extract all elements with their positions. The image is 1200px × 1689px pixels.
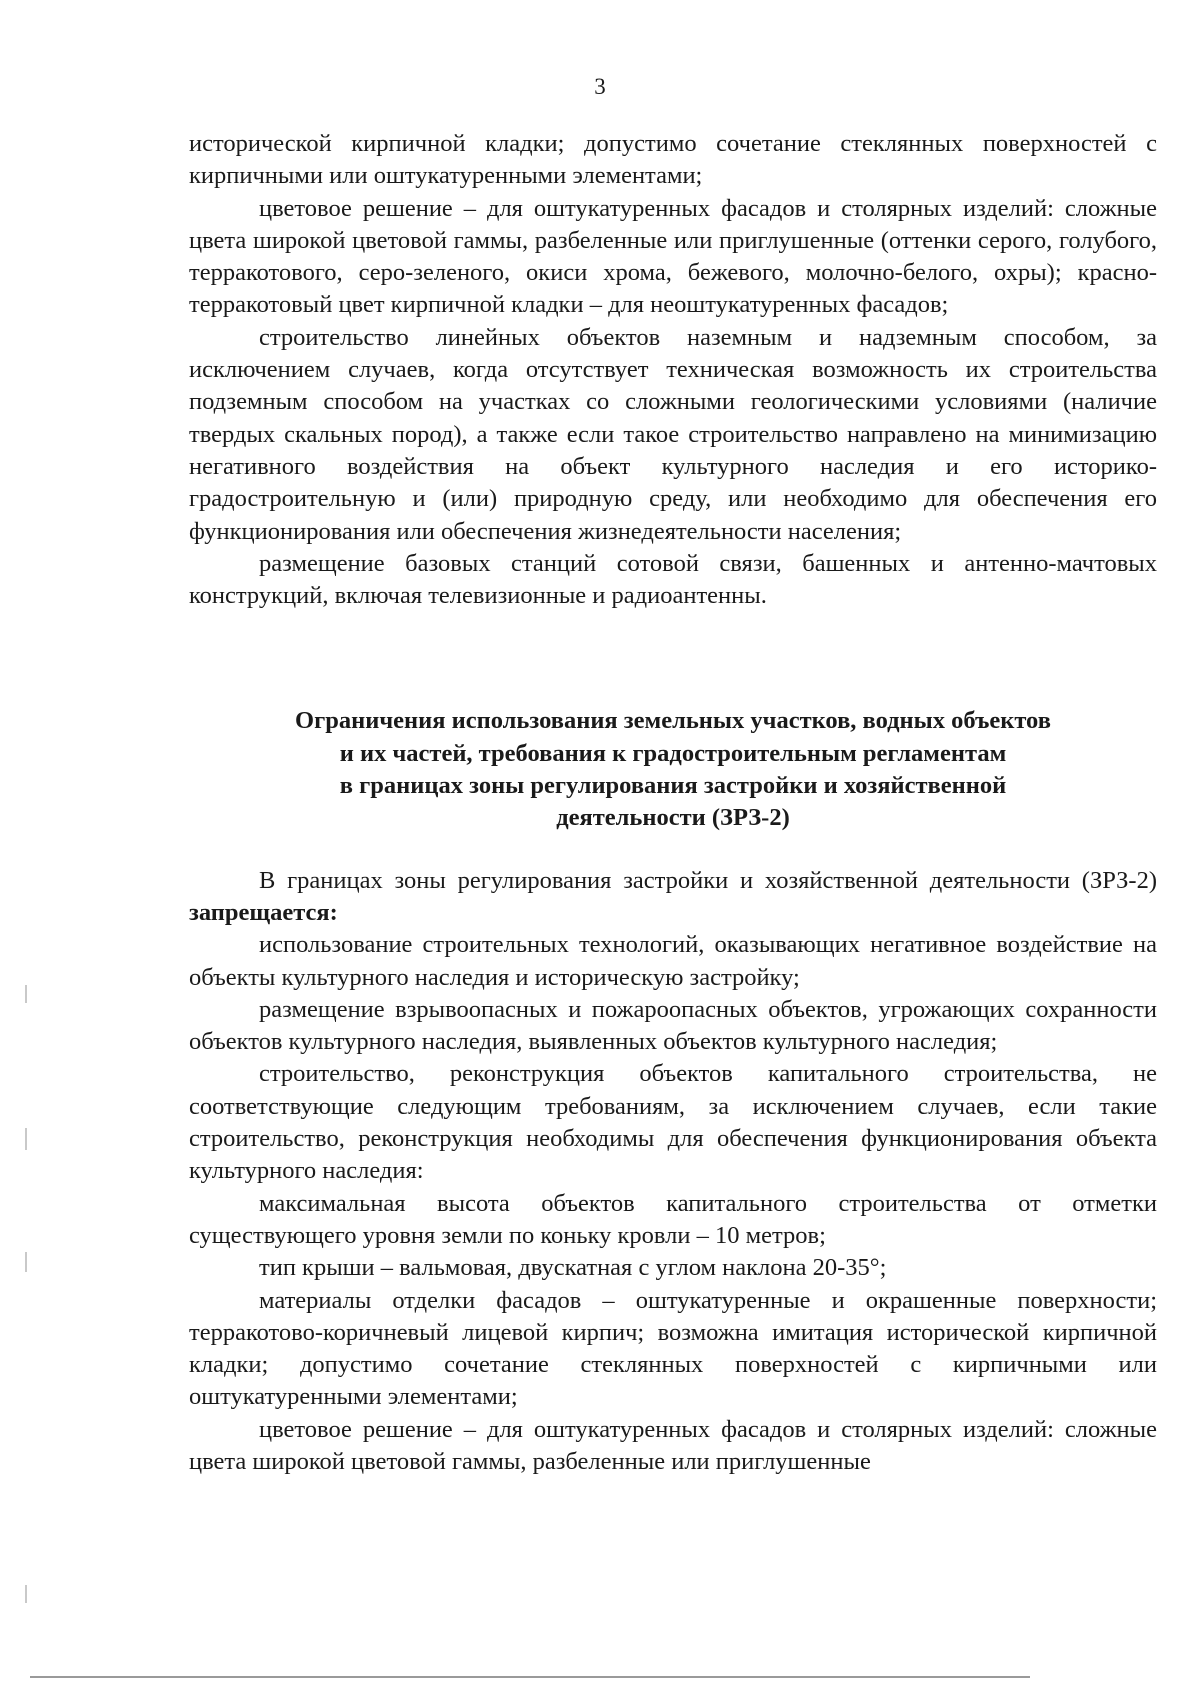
section-lead-paragraph (189, 865, 1157, 930)
paragraph-base-stations: размещение базовых станций сотовой связи, башенных и антенно-мачтовых конструкций, включая телевизионные и радиоантенны. (189, 549, 1157, 610)
list-item: тип крыши – вальмовая, двускатная с углом наклона 20-35°; (259, 1254, 887, 1282)
list-item: максимальная высота объектов капитального строительства от отметки существующего уровня земли по коньку кровли – 10 метров; (189, 1189, 1157, 1249)
section-heading-line: деятельности (ЗРЗ-2) (556, 804, 790, 832)
section-heading-line: и их частей, требования к градостроительным регламентам (339, 739, 1007, 767)
section-heading-line: Ограничения использования земельных участков, водных объектов (295, 707, 1051, 735)
section-heading (189, 705, 1157, 834)
section-heading-line: в границах зоны регулирования застройки и хозяйственной (339, 772, 1007, 800)
page-number: 3 (594, 74, 606, 99)
list-item: строительство, реконструкция объектов капитального строительства, не соответствующие следующим требованиям, за исключением случаев, если такие строительство, реконструкция необходимы для обеспечения функционирования объекта культурного наследия: (189, 1060, 1157, 1185)
scan-margin-mark (25, 1128, 27, 1150)
scan-margin-mark (25, 985, 27, 1003)
section-lead-bold: запрещается: (189, 898, 338, 926)
section-lead-text: В границах зоны регулирования застройки и хозяйственной деятельности (ЗРЗ-2) (259, 866, 1157, 894)
document-body (189, 128, 1157, 1478)
paragraph-continued: исторической кирпичной кладки; допустимо сочетание стеклянных поверхностей с кирпичными или оштукатуренными элементами; (189, 130, 1157, 190)
list-item: размещение взрывоопасных и пожароопасных объектов, угрожающих сохранности объектов культурного наследия, выявленных объектов культурного наследия; (189, 995, 1157, 1056)
paragraph-linear-objects: строительство линейных объектов наземным и надземным способом, за исключением случаев, когда отсутствует техническая возможность их строительства подземным способом на участках со сложными геологическими условиями (наличие твердых скальных пород), а также если такое строительство направлено на минимизацию негативного воздействия на объект культурного наследия и его историко-градостроительную и (или) природную среду, или необходимо для обеспечения его функционирования или обеспечения жизнедеятельности населения; (189, 323, 1157, 545)
list-item: цветовое решение – для оштукатуренных фасадов и столярных изделий: сложные цвета широкой цветовой гаммы, разбеленные или приглушенные (189, 1415, 1157, 1475)
list-item: материалы отделки фасадов – оштукатуренные и окрашенные поверхности; терракотово-коричневый лицевой кирпич; возможна имитация исторической кирпичной кладки; допустимо сочетание стеклянных поверхностей с кирпичными или оштукатуренными элементами; (189, 1286, 1157, 1411)
scan-margin-mark (25, 1252, 27, 1272)
paragraph-color-solution: цветовое решение – для оштукатуренных фасадов и столярных изделий: сложные цвета широкой цветовой гаммы, разбеленные или приглушенные (оттенки серого, голубого, терракотового, серо-зеленого, окиси хрома, бежевого, молочно-белого, охры); красно-терракотовый цвет кирпичной кладки – для неоштукатуренных фасадов; (189, 194, 1157, 319)
list-item: использование строительных технологий, оказывающих негативное воздействие на объекты культурного наследия и историческую застройку; (189, 931, 1157, 991)
scan-margin-mark (25, 1585, 27, 1603)
scan-bottom-edge (30, 1676, 1030, 1678)
